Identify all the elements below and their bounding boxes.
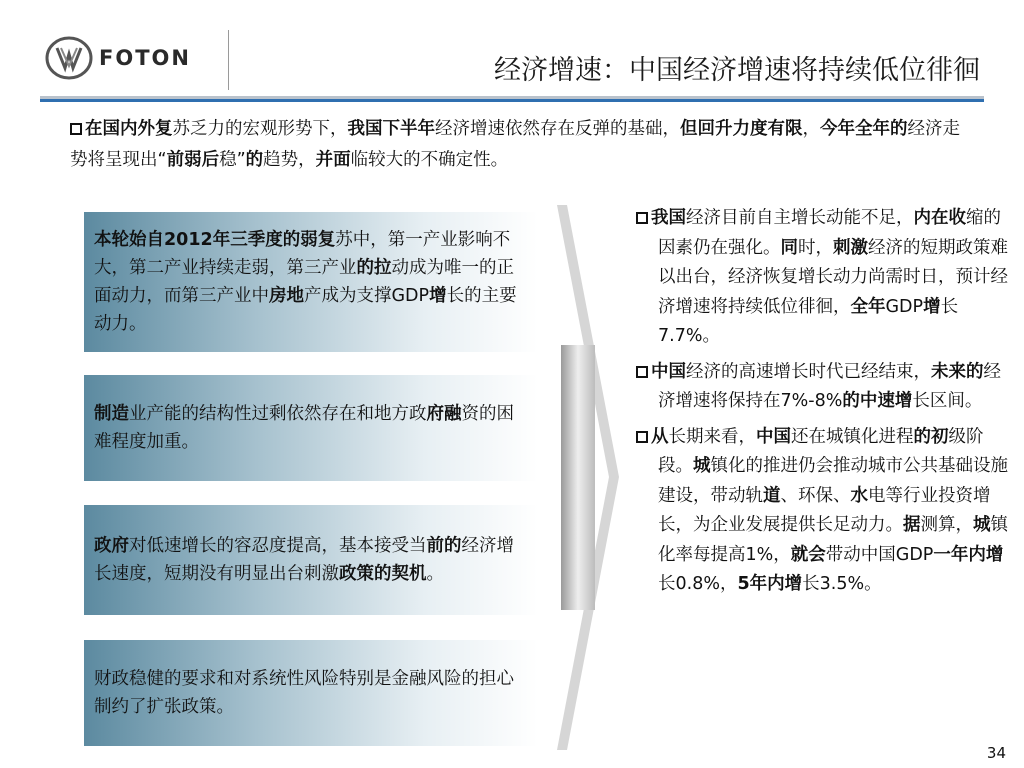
reason-box-4 bbox=[84, 640, 538, 746]
reason-box-4-text: 财政稳健的要求和对系统性风险特别是金融风险的担心制约了扩张政策。 bbox=[94, 669, 514, 717]
reason-box-1-text: 本轮始自2012年三季度的弱复苏中，第一产业影响不大，第二产业持续走弱，第三产业的拉动成为唯一的正面动力，而第三产业中房地产成为支撑GDP增长的主要动力。 bbox=[94, 230, 517, 334]
checkbox-bullet-icon bbox=[636, 212, 648, 224]
conclusion-list bbox=[636, 204, 1008, 606]
foton-emblem-icon bbox=[45, 36, 93, 80]
foton-logo bbox=[45, 36, 191, 80]
logo-divider bbox=[228, 30, 229, 90]
list-item: 中国经济的高速增长时代已经结束，未来的经济增速将保持在7%-8%的中速增长区间。 bbox=[636, 358, 1008, 417]
reason-box-3-text: 政府对低速增长的容忍度提高，基本接受当前的经济增长速度，短期没有明显出台刺激政策的契机。 bbox=[94, 536, 514, 584]
chevron-arrow-icon bbox=[555, 205, 621, 750]
page-title: 经济增速：中国经济增速将持续低位徘徊 bbox=[494, 55, 980, 86]
checkbox-bullet-icon bbox=[636, 366, 648, 378]
checkbox-bullet-icon bbox=[636, 431, 648, 443]
list-item: 我国经济目前自主增长动能不足，内在收缩的因素仍在强化。同时，刺激经济的短期政策难以出台，经济恢复增长动力尚需时日，预计经济增速将持续低位徘徊，全年GDP增长7.7%。 bbox=[636, 204, 1008, 352]
checkbox-bullet-icon bbox=[70, 123, 82, 135]
reason-box-1 bbox=[84, 212, 538, 352]
reason-box-2 bbox=[84, 375, 538, 481]
page-number: 34 bbox=[986, 744, 1006, 762]
reason-box-3 bbox=[84, 505, 538, 615]
reason-box-2-text: 制造业产能的结构性过剩依然存在和地方政府融资的困难程度加重。 bbox=[94, 404, 514, 452]
logo-text: FOTON bbox=[99, 46, 191, 70]
intro-paragraph: 在国内外复苏乏力的宏观形势下，我国下半年经济增速依然存在反弹的基础，但回升力度有限，今年全年的经济走势将呈现出“前弱后稳”的趋势，并面临较大的不确定性。 bbox=[70, 119, 960, 170]
title-rule-accent bbox=[40, 99, 984, 102]
list-item: 从长期来看，中国还在城镇化进程的初级阶段。城镇化的推进仍会推动城市公共基础设施建设，带动轨道、环保、水电等行业投资增长，为企业发展提供长足动力。据测算，城镇化率每提高1%，就会带动中国GDP一年内增长0.8%，5年内增长3.5%。 bbox=[636, 423, 1008, 600]
